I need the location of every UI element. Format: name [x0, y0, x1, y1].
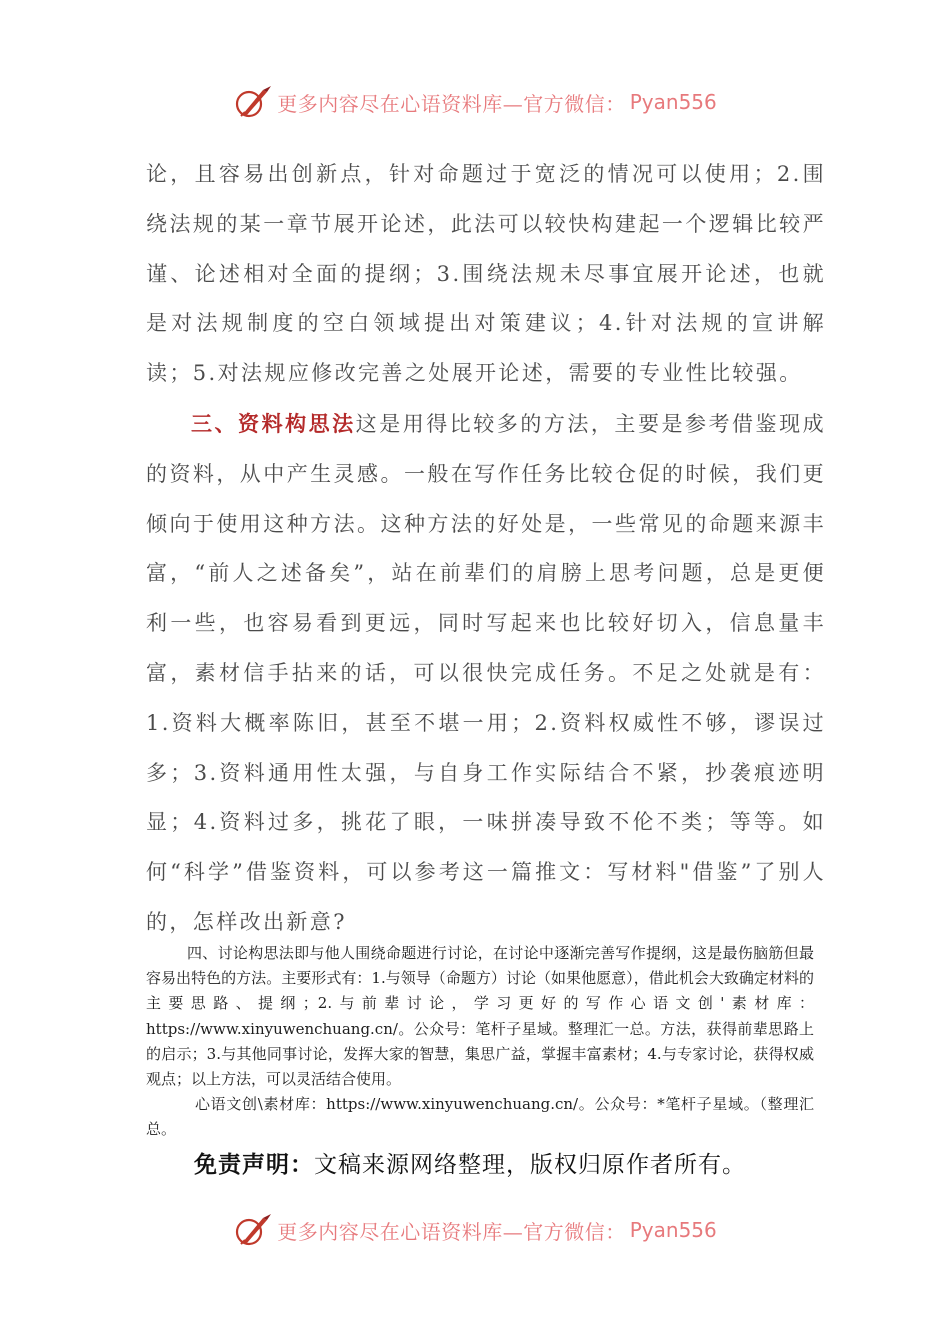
disclaimer: [194, 1143, 834, 1187]
disclaimer-text: 文稿来源网络整理，版权归原作者所有。: [314, 1152, 746, 1178]
footer-banner: [0, 1210, 950, 1250]
paragraph-material-method: [146, 399, 826, 948]
quill-pen-logo-icon: [233, 84, 273, 120]
banner-wechat-id: Pyan556: [629, 1218, 717, 1242]
paragraph-source-note: 心语文创\素材库：https://www.xinyuwenchuang.cn/。公众号：*笔杆子星域。（整理汇总。: [146, 1095, 814, 1139]
small-print-section: [146, 941, 814, 1143]
quill-pen-logo-icon: [233, 1212, 273, 1248]
banner-wechat-id: Pyan556: [629, 90, 717, 114]
section-text: 这是用得比较多的方法，主要是参考借鉴现成的资料，从中产生灵感。一般在写作任务比较仓促的时候，我们更倾向于使用这种方法。这种方法的好处是，一些常见的命题来源丰富，“前人之述备矣”，站在前辈们的肩膀上思考问题，总是更便利一些，也容易看到更远，同时写起来也比较好切入，信息量丰富，素材信手拈来的话，可以很快完成任务。不足之处就是有：1.资料大概率陈旧，甚至不堪一用；2.资料权威性不够，谬误过多；3.资料通用性太强，与自身工作实际结合不紧，抄袭痕迹明显；4.资料过多，挑花了眼，一味拼凑导致不伦不类；等等。如何“科学”借鉴资料，可以参考这一篇推文：写材料"借鉴”了别人的，怎样改出新意?: [146, 411, 826, 934]
header-banner: [0, 82, 950, 122]
disclaimer-label: 免责声明：: [194, 1152, 314, 1178]
paragraph-discussion-method: 四、讨论构思法即与他人围绕命题进行讨论，在讨论中逐渐完善写作提纲，这是最伤脑筋但最容易出特色的方法。主要形式有：1.与领导（命题方）讨论（如果他愿意），借此机会大致确定材料的主要思路、提纲；2.与前辈讨论，学习更好的写作心语文创'素材库：https://www.xinyuwenchuang.cn/。公众号：笔杆子星域。整理汇一总。方法，获得前辈思路上的启示；3.与其他同事讨论，发挥大家的智慧，集思广益，掌握丰富素材；4.与专家讨论，获得权威观点；以上方法，可以灵活结合使用。: [146, 944, 814, 1089]
main-body: [146, 150, 826, 948]
paragraph-law-methods: 论，且容易出创新点，针对命题过于宽泛的情况可以使用；2.围绕法规的某一章节展开论述，此法可以较快构建起一个逻辑比较严谨、论述相对全面的提纲；3.围绕法规未尽事宜展开论述，也就是对法规制度的空白领域提出对策建议；4.针对法规的宣讲解读；5.对法规应修改完善之处展开论述，需要的专业性比较强。: [146, 162, 826, 386]
banner-text: 更多内容尽在心语资料库—官方微信：: [277, 91, 626, 116]
section-heading: 三、资料构思法: [191, 410, 356, 436]
banner-text: 更多内容尽在心语资料库—官方微信：: [277, 1219, 626, 1244]
